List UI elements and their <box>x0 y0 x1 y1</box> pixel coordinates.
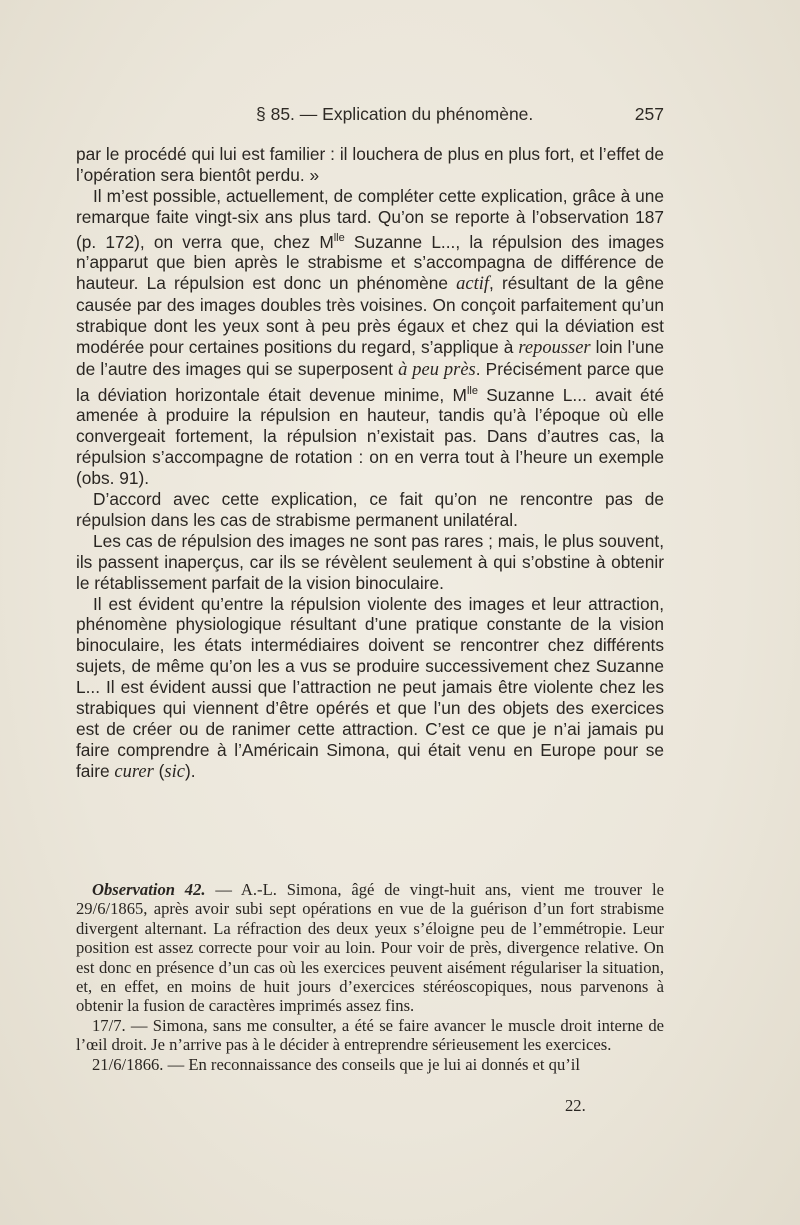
emphasis: à peu près <box>398 359 476 380</box>
emphasis: curer <box>114 761 154 782</box>
emphasis: actif <box>456 274 490 295</box>
body-paragraph <box>76 489 664 531</box>
emphasis: repousser <box>518 337 591 358</box>
body-paragraph <box>76 594 664 783</box>
emphasis: sic <box>164 761 185 782</box>
signature-mark: 22. <box>565 1096 586 1115</box>
observation-paragraph <box>76 880 664 1016</box>
text-run: Suzanne L..., la répulsion des images n’apparut que bien après le strabisme et s’accompagna de différence de hauteur. La répulsion est donc un phénomène <box>76 231 664 294</box>
section-title: § 85. — Explication du phénomène. <box>256 104 534 124</box>
text-run: Il est évident qu’entre la répulsion violente des images et leur attraction, phénomène physiologique résultant d’une pratique constante de la vision binoculaire, les états intermédiaires doivent se rencontrer chez différents sujets, de même qu’on les a vus se produire successivement chez Suzanne L... Il est évident aussi que l’attraction ne peut jamais être violente chez les strabiques qui viennent d’être opérés et que l’un des objets des exercices est de créer ou de ranimer cette attraction. C’est ce que je n’ai jamais pu faire comprendre à l’Américain Simona, qui était venu en Europe pour se faire <box>76 593 664 781</box>
text-run: loin l’une de l’autre des images qui se superposent <box>76 336 665 379</box>
text-run: Suzanne L... avait été amenée à produire la répulsion en hauteur, tandis qu’à l’époque où elle convergeait fortement, la répulsion n’existait pas. Dans d’autres cas, la répulsion s’accompagne de rotation : on en verra tout à l’heure un exemple (obs. 91). <box>76 384 664 489</box>
observation-text: 21/6/1866. — En reconnaissance des conseils que je lui ai donnés et qu’il <box>92 1054 581 1074</box>
text-run: ( <box>153 760 165 781</box>
text-run: Les cas de répulsion des images ne sont pas rares ; mais, le plus souvent, ils passent inaperçus, car ils se révèlent seulement à qui s’obstine à obtenir le rétablissement parfait de la vision binoculaire. <box>76 530 664 593</box>
body-paragraph <box>76 144 664 186</box>
text-run: . Précisément parce que la déviation horizontale était devenue minime, M <box>76 358 665 405</box>
running-header <box>76 104 664 134</box>
text-run: Il m’est possible, actuellement, de compléter cette explication, grâce à une remarque faite vingt-six ans plus tard. Qu’on se reporte à l’observation 187 (p. 172), on verra que, chez M <box>76 185 664 252</box>
observation-block <box>76 880 664 1074</box>
text-run: ). <box>184 760 196 781</box>
body-paragraph <box>76 531 664 594</box>
text-run: , résultant de la gêne causée par des images doubles très voisines. On conçoit parfaitement qu’un strabique dont les yeux sont à peu près égaux et chez qui la déviation est modérée pour certaines positions du regard, s’applique à <box>76 273 664 357</box>
observation-paragraph <box>76 1016 664 1055</box>
superscript: lle <box>333 231 345 244</box>
observation-paragraph <box>76 1055 664 1074</box>
text-run: D’accord avec cette explication, ce fait qu’on ne rencontre pas de répulsion dans les cas de strabisme permanent unilatéral. <box>76 489 664 530</box>
observation-text: 17/7. — Simona, sans me consulter, a été se faire avancer le muscle droit interne de l’œil droit. Je n’arrive pas à le décider à entreprendre sérieusement les exercices. <box>76 1015 664 1055</box>
body-paragraph <box>76 186 664 489</box>
superscript: lle <box>466 384 478 397</box>
observation-text: — A.-L. Simona, âgé de vingt-huit ans, vient me trouver le 29/6/1865, après avoir subi sept opérations en vue de la guérison d’un fort strabisme divergent alternant. La réfraction des deux yeux s’éloigne peu de l’emmétropie. Leur position est assez correcte pour voir au loin. Pour voir de près, divergence relative. On est donc en présence d’un cas où les exercices peuvent aisément régulariser la situation, et, en effet, en moins de huit jours d’exercices stéréoscopiques, nous parvenons à obtenir la fusion de caractères imprimés assez fins. <box>76 880 665 1016</box>
main-text <box>76 144 664 783</box>
page-number: 257 <box>634 104 664 124</box>
text-run: par le procédé qui lui est familier : il louchera de plus en plus fort, et l’effet de l’opération sera bientôt perdu. » <box>76 144 664 185</box>
observation-label: Observation 42. <box>92 880 206 899</box>
